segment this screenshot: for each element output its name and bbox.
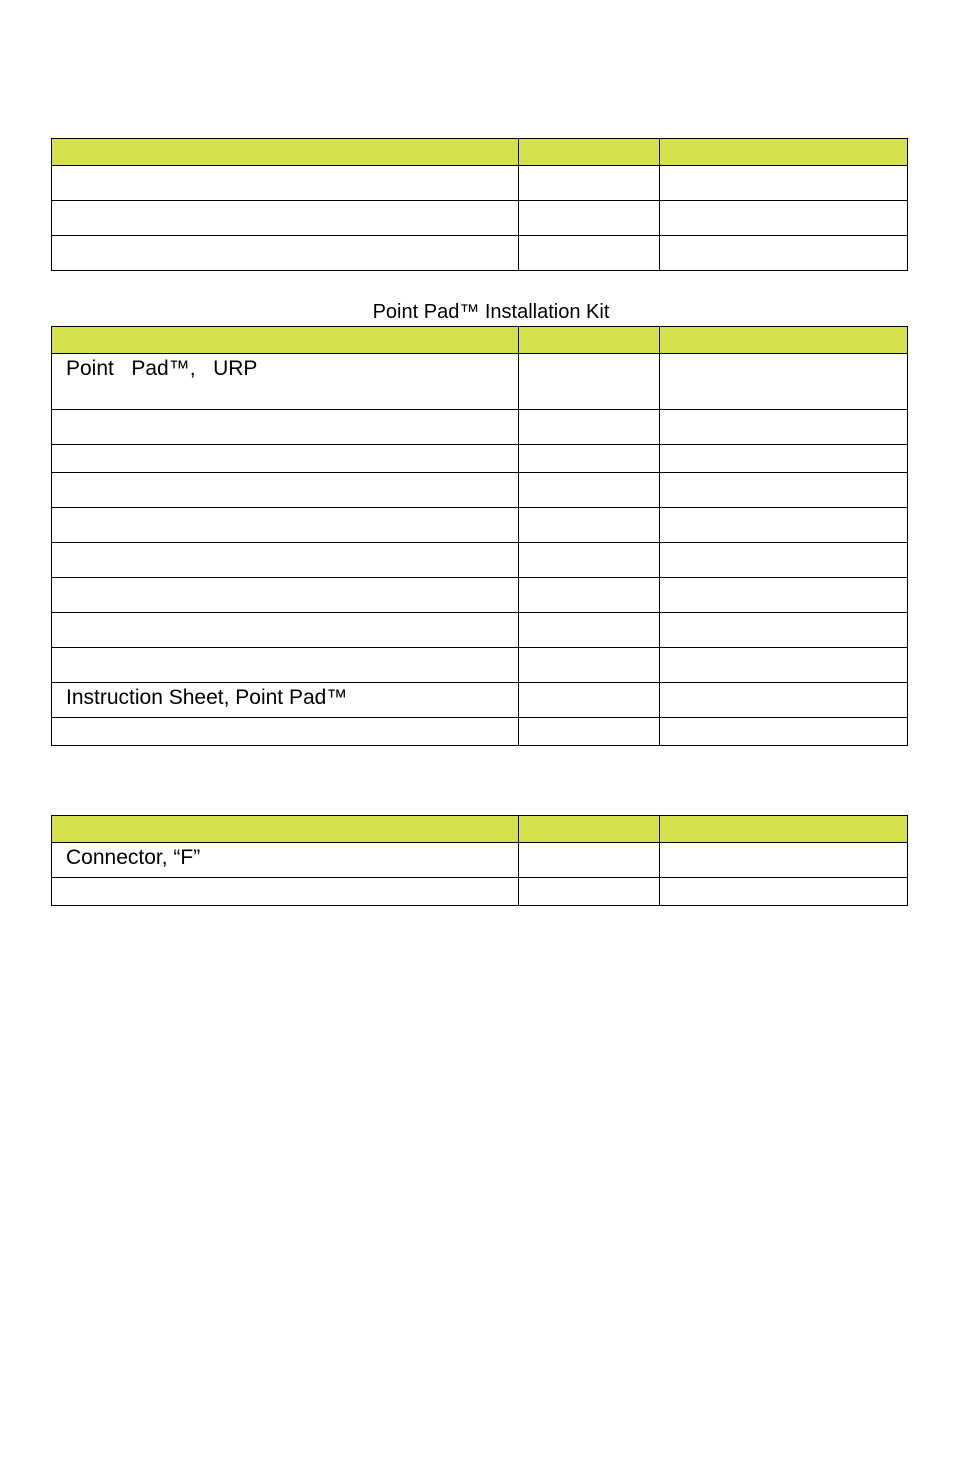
table-cell	[52, 236, 519, 271]
table-cell: Instruction Sheet, Point Pad™	[52, 683, 519, 718]
table-cell	[519, 236, 660, 271]
table-cell	[660, 508, 908, 543]
table-cell	[660, 613, 908, 648]
table-cell	[660, 543, 908, 578]
table-row	[52, 578, 908, 613]
header-cell	[52, 327, 519, 354]
table-row	[52, 718, 908, 746]
header-cell	[660, 327, 908, 354]
table-header-row	[52, 327, 908, 354]
table-cell	[660, 410, 908, 445]
table-cell: Point Pad™, URP	[52, 354, 519, 410]
table-header-row	[52, 816, 908, 843]
table-cell	[519, 878, 660, 906]
table-row	[52, 445, 908, 473]
table-cell	[52, 578, 519, 613]
table-cell	[52, 473, 519, 508]
table-cell	[519, 543, 660, 578]
table-cell	[519, 613, 660, 648]
table-cell	[660, 843, 908, 878]
table-cell	[519, 410, 660, 445]
table-row	[52, 508, 908, 543]
header-cell	[519, 816, 660, 843]
table-row	[52, 354, 908, 410]
table-cell	[519, 683, 660, 718]
table-cell	[519, 166, 660, 201]
table-cell	[519, 201, 660, 236]
table-cell	[519, 843, 660, 878]
table-row	[52, 843, 908, 878]
table-cell	[519, 648, 660, 683]
header-cell	[52, 139, 519, 166]
header-cell	[660, 139, 908, 166]
table-row	[52, 683, 908, 718]
header-cell	[52, 816, 519, 843]
table-cell	[519, 445, 660, 473]
table-row	[52, 473, 908, 508]
table-cell	[52, 718, 519, 746]
table-cell	[660, 166, 908, 201]
parts-table-1	[51, 138, 908, 271]
table-cell	[519, 508, 660, 543]
table-cell	[52, 410, 519, 445]
table-row	[52, 878, 908, 906]
table-row	[52, 201, 908, 236]
table-cell	[519, 354, 660, 410]
table-row	[52, 236, 908, 271]
table-cell	[52, 166, 519, 201]
table-row	[52, 166, 908, 201]
table-header-row	[52, 139, 908, 166]
table-cell	[660, 718, 908, 746]
header-cell	[660, 816, 908, 843]
table-cell	[52, 201, 519, 236]
table-row	[52, 410, 908, 445]
table-row	[52, 648, 908, 683]
parts-table-3	[51, 815, 908, 906]
table-row	[52, 613, 908, 648]
table-row	[52, 543, 908, 578]
table-cell	[52, 648, 519, 683]
table-cell	[52, 445, 519, 473]
table-cell: Connector, “F”	[52, 843, 519, 878]
table-cell	[660, 578, 908, 613]
header-cell	[519, 139, 660, 166]
table-cell	[519, 718, 660, 746]
table-cell	[660, 445, 908, 473]
table-cell	[519, 473, 660, 508]
table-cell	[660, 354, 908, 410]
table-cell	[519, 578, 660, 613]
table-cell	[52, 613, 519, 648]
table-cell	[660, 473, 908, 508]
table-cell	[660, 201, 908, 236]
table-cell	[660, 683, 908, 718]
table-cell	[52, 508, 519, 543]
table-cell	[660, 236, 908, 271]
kit-caption: Point Pad™ Installation Kit	[372, 301, 610, 323]
table-cell	[52, 543, 519, 578]
table-cell	[660, 648, 908, 683]
header-cell	[519, 327, 660, 354]
table-cell	[660, 878, 908, 906]
table-cell	[52, 878, 519, 906]
installation-kit-table	[51, 326, 908, 746]
